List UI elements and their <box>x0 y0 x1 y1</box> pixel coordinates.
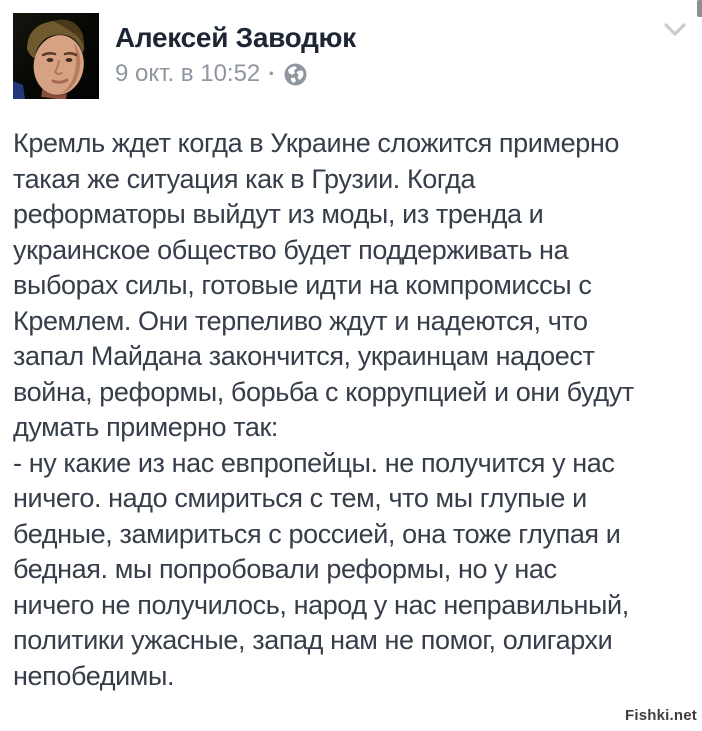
avatar[interactable] <box>13 13 99 99</box>
author-name[interactable]: Алексей Заводюк <box>115 22 356 53</box>
scrollbar-fragment[interactable] <box>697 0 702 17</box>
post-text-line: Кремль ждет когда в Украине сложится примерно <box>13 128 619 158</box>
post-text-line: ничего не получилось, народ у нас неправильный, <box>13 589 629 620</box>
post-meta <box>115 60 307 88</box>
post-text-line: ничего. надо смириться с тем, что мы глупые и <box>13 483 587 513</box>
meta-separator: · <box>268 61 276 86</box>
timestamp: 9 окт. в 10:52 <box>115 60 261 87</box>
globe-icon <box>284 63 307 86</box>
watermark: Fishki.net <box>624 707 697 724</box>
post-text <box>13 126 695 694</box>
post-text-line: реформаторы выйдут из моды, из тренда и <box>13 199 544 229</box>
post-text-line: Кремлем. Они терпеливо ждут и надеются, что <box>13 305 588 336</box>
post-text-line: бедные, замириться с россией, она тоже глупая и <box>13 518 621 549</box>
post-text-line: война, реформы, борьба с коррупцией и они будут <box>13 376 634 407</box>
post-text-line: выборах силы, готовые идти на компромиссы с <box>13 270 592 300</box>
chevron-down-icon[interactable] <box>663 22 687 38</box>
post-text-line: украинское общество будет поддерживать на <box>13 234 569 265</box>
post-text-line: думать примерно так: <box>13 412 279 442</box>
post-text-line: запал Майдана закончится, украинцам надоест <box>13 341 595 371</box>
post-text-line: такая же ситуация как в Грузии. Когда <box>13 163 476 194</box>
post-text-line: - ну какие из нас евпропейцы. не получится у нас <box>13 447 615 478</box>
post-text-line: политики ужасные, запад нам не помог, олигархи <box>13 625 613 655</box>
post-text-line: непобедимы. <box>13 660 175 691</box>
post-text-line: бедная. мы попробовали реформы, но у нас <box>13 554 557 584</box>
post-header <box>13 13 689 103</box>
